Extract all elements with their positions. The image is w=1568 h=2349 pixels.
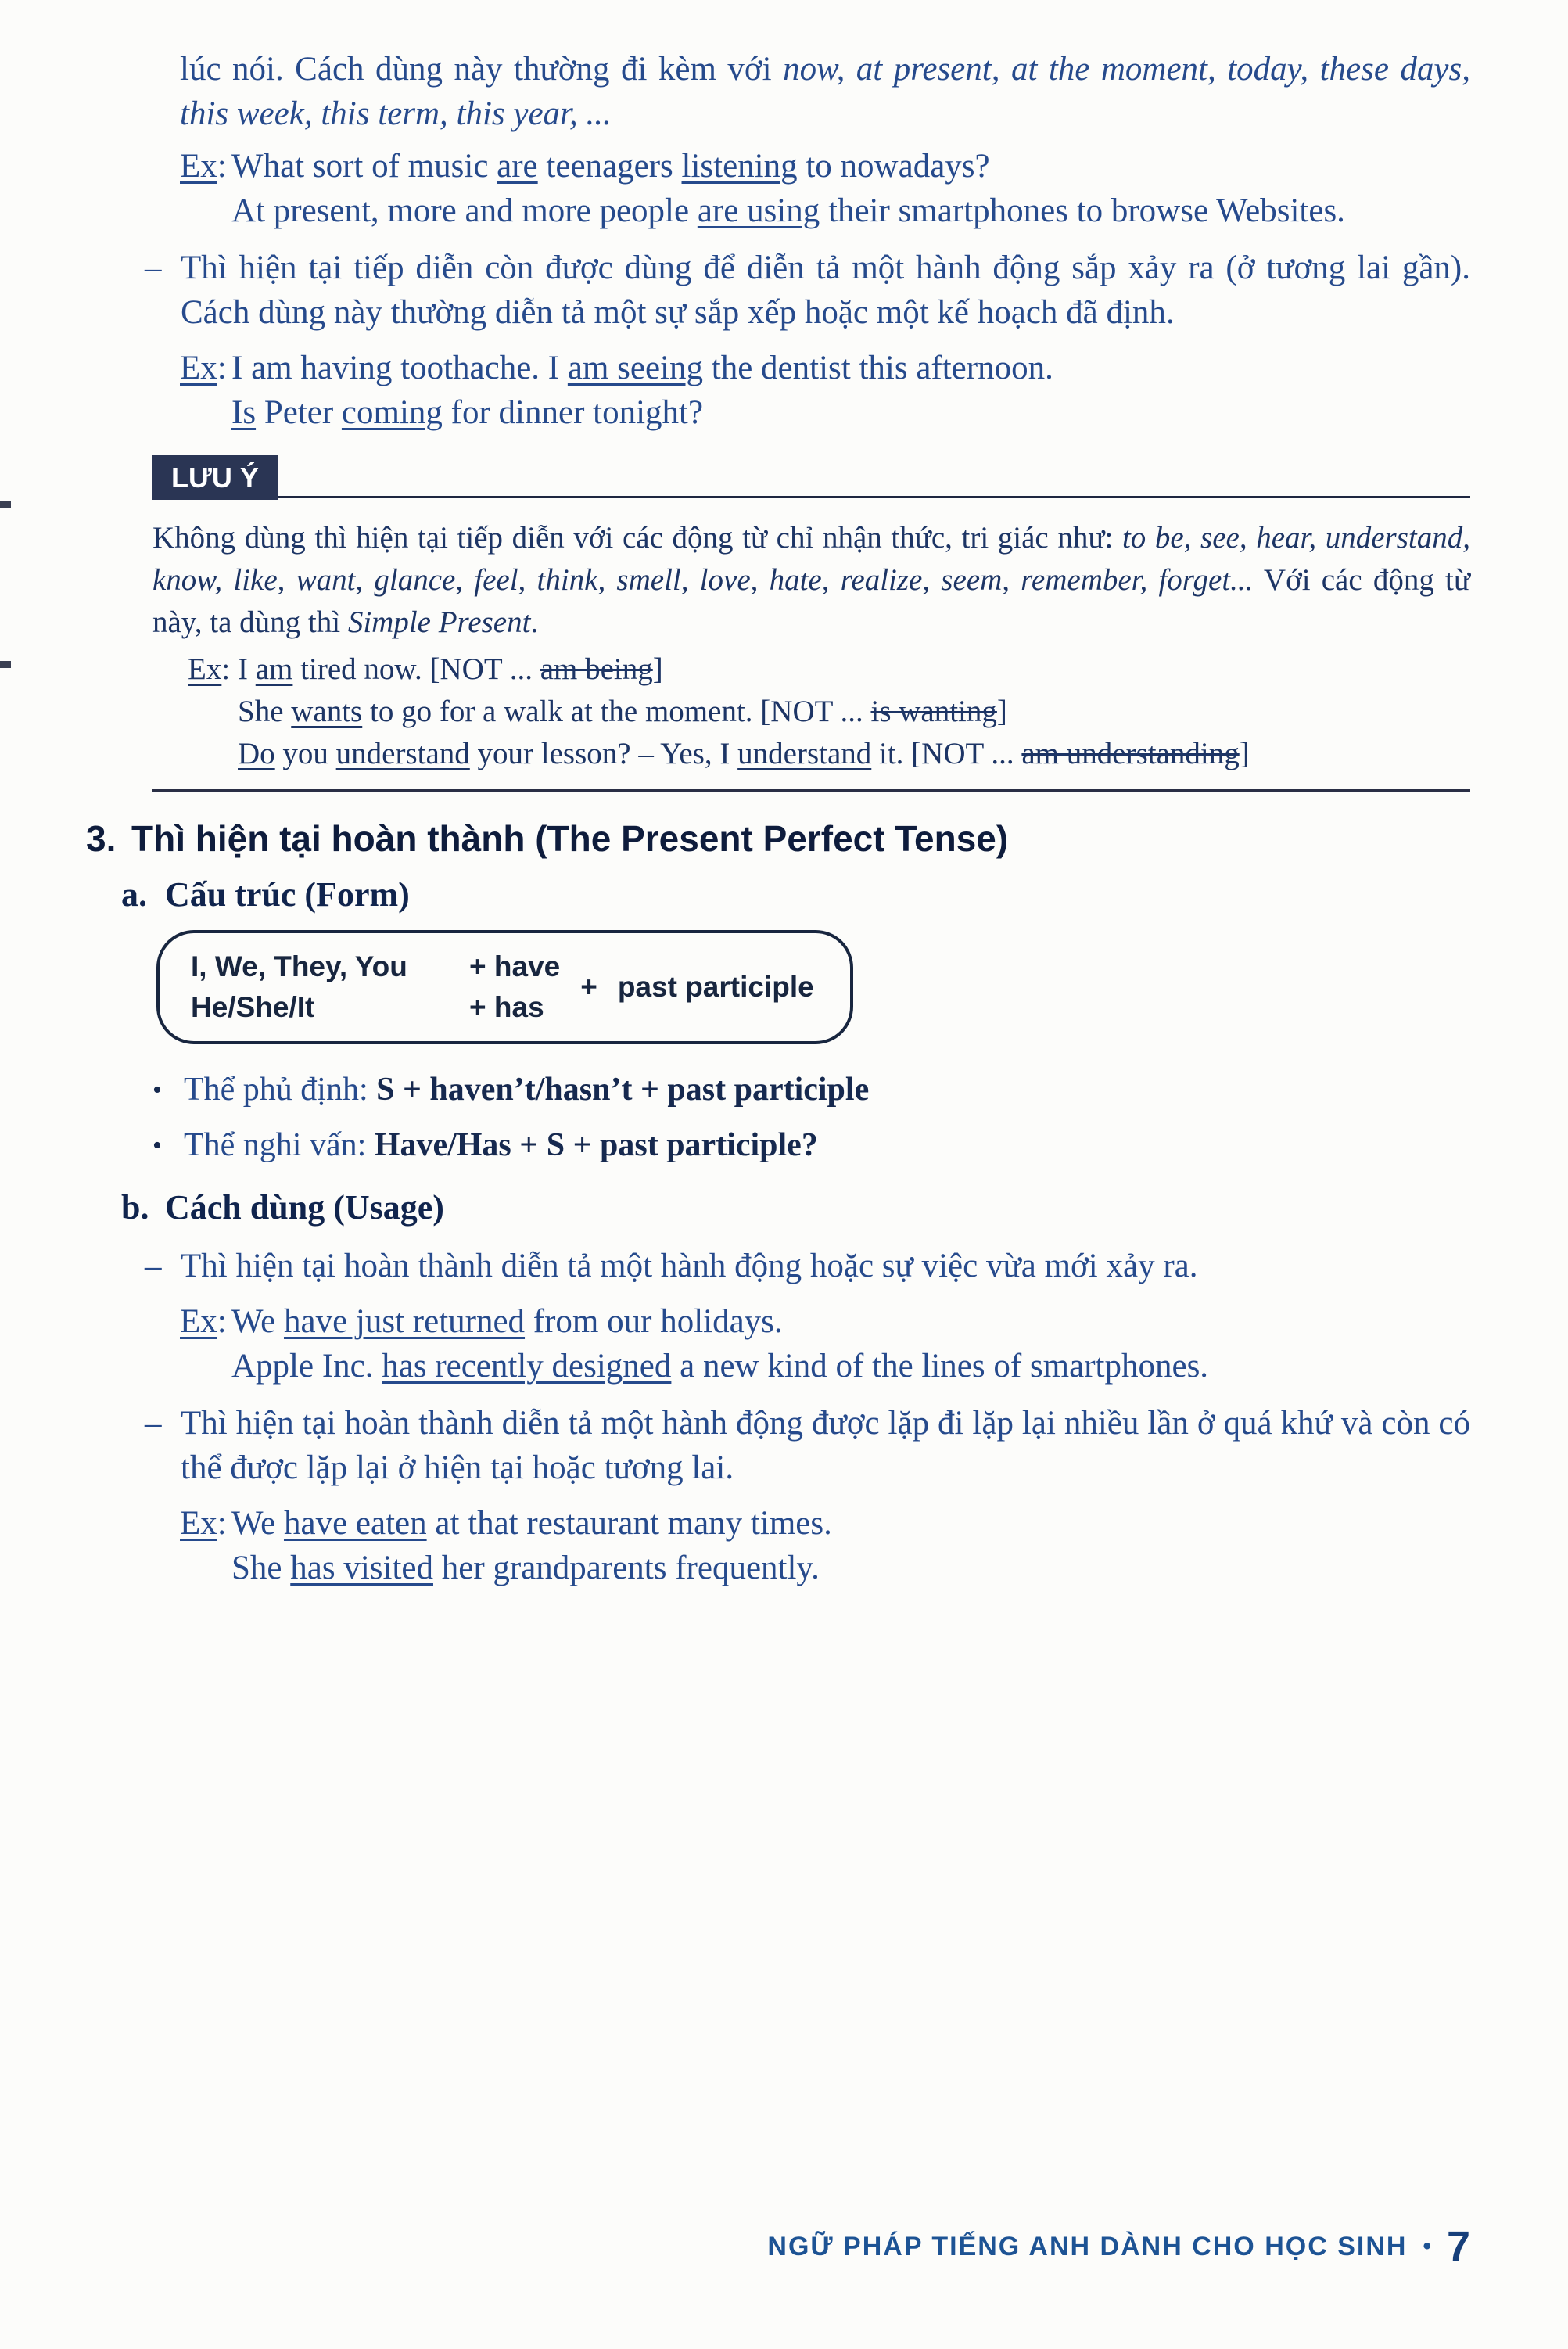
example-sentence: Do you understand your lesson? – Yes, I understand it. [NOT ... am understanding]	[238, 737, 1250, 770]
negative-form-bullet	[152, 1068, 1470, 1112]
formula-box-wrapper	[86, 930, 1470, 1068]
interrogative-form-bullet	[152, 1123, 1470, 1168]
bullet-dot: •	[152, 1131, 162, 1161]
formula-grid	[191, 950, 814, 1024]
example-body	[231, 346, 1470, 435]
example-sentence: I am tired now. [NOT ... am being]	[238, 652, 663, 686]
example-body	[231, 1501, 1470, 1590]
subheading-title: Cách dùng (Usage)	[165, 1188, 444, 1227]
formula-verb-has: + has	[469, 991, 544, 1024]
page-footer	[767, 2222, 1470, 2271]
example-sentence: She has visited her grandparents frequently.	[231, 1550, 820, 1587]
formula-plus-sign: +	[580, 971, 597, 1004]
section-title: Thì hiện tại hoàn thành (The Present Perfect Tense)	[131, 818, 1009, 859]
example-sentence: She wants to go for a walk at the moment. [NOT ... is wanting]	[238, 695, 1007, 728]
footer-book-title: NGỮ PHÁP TIẾNG ANH DÀNH CHO HỌC SINH	[767, 2231, 1408, 2261]
note-bottom-rule	[152, 789, 1470, 792]
example-body	[238, 648, 1470, 775]
dash-bullet: –	[145, 1405, 162, 1442]
example-sentence: We have eaten at that restaurant many times.	[231, 1505, 832, 1543]
formula-past-participle: past participle	[617, 971, 814, 1004]
example-sentence: Is Peter coming for dinner tonight?	[231, 394, 704, 431]
usage-item-near-future	[145, 246, 1470, 335]
example-block-holidays	[180, 1299, 1470, 1388]
usage-text: Thì hiện tại tiếp diễn còn được dùng để diễn tả một hành động sắp xảy ra (ở tương lai gần). Cách dùng này thường diễn tả một sự sắp xếp hoặc một kế hoạch đã định.	[181, 250, 1470, 331]
example-label: Ex:	[180, 350, 227, 386]
note-header	[152, 455, 1470, 500]
subheading-letter: b.	[121, 1188, 149, 1227]
page-number: 7	[1446, 2223, 1470, 2270]
usage-item-repeated-action	[145, 1401, 1470, 1490]
subheading-usage	[121, 1188, 1470, 1228]
bullet-dot: •	[152, 1076, 162, 1105]
example-label: Ex:	[180, 148, 227, 185]
scan-artifact	[0, 661, 11, 668]
formula-subjects-plural: I, We, They, You	[191, 950, 407, 983]
usage-item-just-happened	[145, 1244, 1470, 1288]
dash-bullet: –	[145, 250, 162, 286]
note-paragraph: Không dùng thì hiện tại tiếp diễn với các động từ chỉ nhận thức, tri giác như: to be, see, hear, understand, know, like, want, glance, feel, think, smell, love, hate, realize, seem, remember, forget... Với các động từ này, ta dùng thì Simple Present.	[152, 521, 1470, 639]
example-sentence: At present, more and more people are using their smartphones to browse Websites.	[231, 192, 1345, 229]
example-label: Ex:	[188, 652, 231, 686]
usage-text: Thì hiện tại hoàn thành diễn tả một hành động hoặc sự việc vừa mới xảy ra.	[181, 1248, 1198, 1285]
section-number: 3.	[86, 818, 117, 859]
note-section	[152, 455, 1470, 792]
example-sentence: I am having toothache. I am seeing the dentist this afternoon.	[231, 350, 1053, 386]
example-block-restaurant	[180, 1501, 1470, 1590]
present-perfect-formula-box	[156, 930, 853, 1044]
dash-bullet: –	[145, 1248, 162, 1285]
subheading-letter: a.	[121, 875, 147, 914]
formula-verb-have: + have	[469, 950, 561, 983]
interrogative-form-text: Thể nghi vấn: Have/Has + S + past participle?	[184, 1127, 818, 1164]
example-block-dentist	[180, 346, 1470, 435]
footer-separator-dot: •	[1423, 2233, 1431, 2259]
example-sentence: Apple Inc. has recently designed a new kind of the lines of smartphones.	[231, 1348, 1209, 1385]
example-block-music	[180, 144, 1470, 233]
usage-text: Thì hiện tại hoàn thành diễn tả một hành động được lặp đi lặp lại nhiều lần ở quá khứ và còn có thể được lặp lại ở hiện tại hoặc tương lai.	[181, 1405, 1470, 1487]
example-label: Ex:	[180, 1505, 227, 1543]
example-label: Ex:	[180, 1303, 227, 1341]
paragraph-present-continuous-adverbs: lúc nói. Cách dùng này thường đi kèm với now, at present, at the moment, today, these days, this week, this term, this year, ...	[180, 51, 1471, 132]
subheading-form	[121, 875, 1470, 915]
negative-form-text: Thể phủ định: S + haven’t/hasn’t + past participle	[184, 1072, 870, 1108]
section-heading-present-perfect	[86, 818, 1470, 860]
formula-subjects-singular: He/She/It	[191, 991, 315, 1024]
example-sentence: We have just returned from our holidays.	[231, 1303, 783, 1341]
note-badge: LƯU Ý	[152, 455, 278, 500]
scan-artifact	[0, 501, 11, 508]
example-body	[231, 1299, 1470, 1388]
note-example-block	[188, 648, 1470, 775]
example-sentence: What sort of music are teenagers listening to nowadays?	[231, 148, 990, 185]
note-header-rule	[278, 496, 1470, 498]
example-body	[231, 144, 1470, 233]
subheading-title: Cấu trúc (Form)	[165, 875, 410, 914]
